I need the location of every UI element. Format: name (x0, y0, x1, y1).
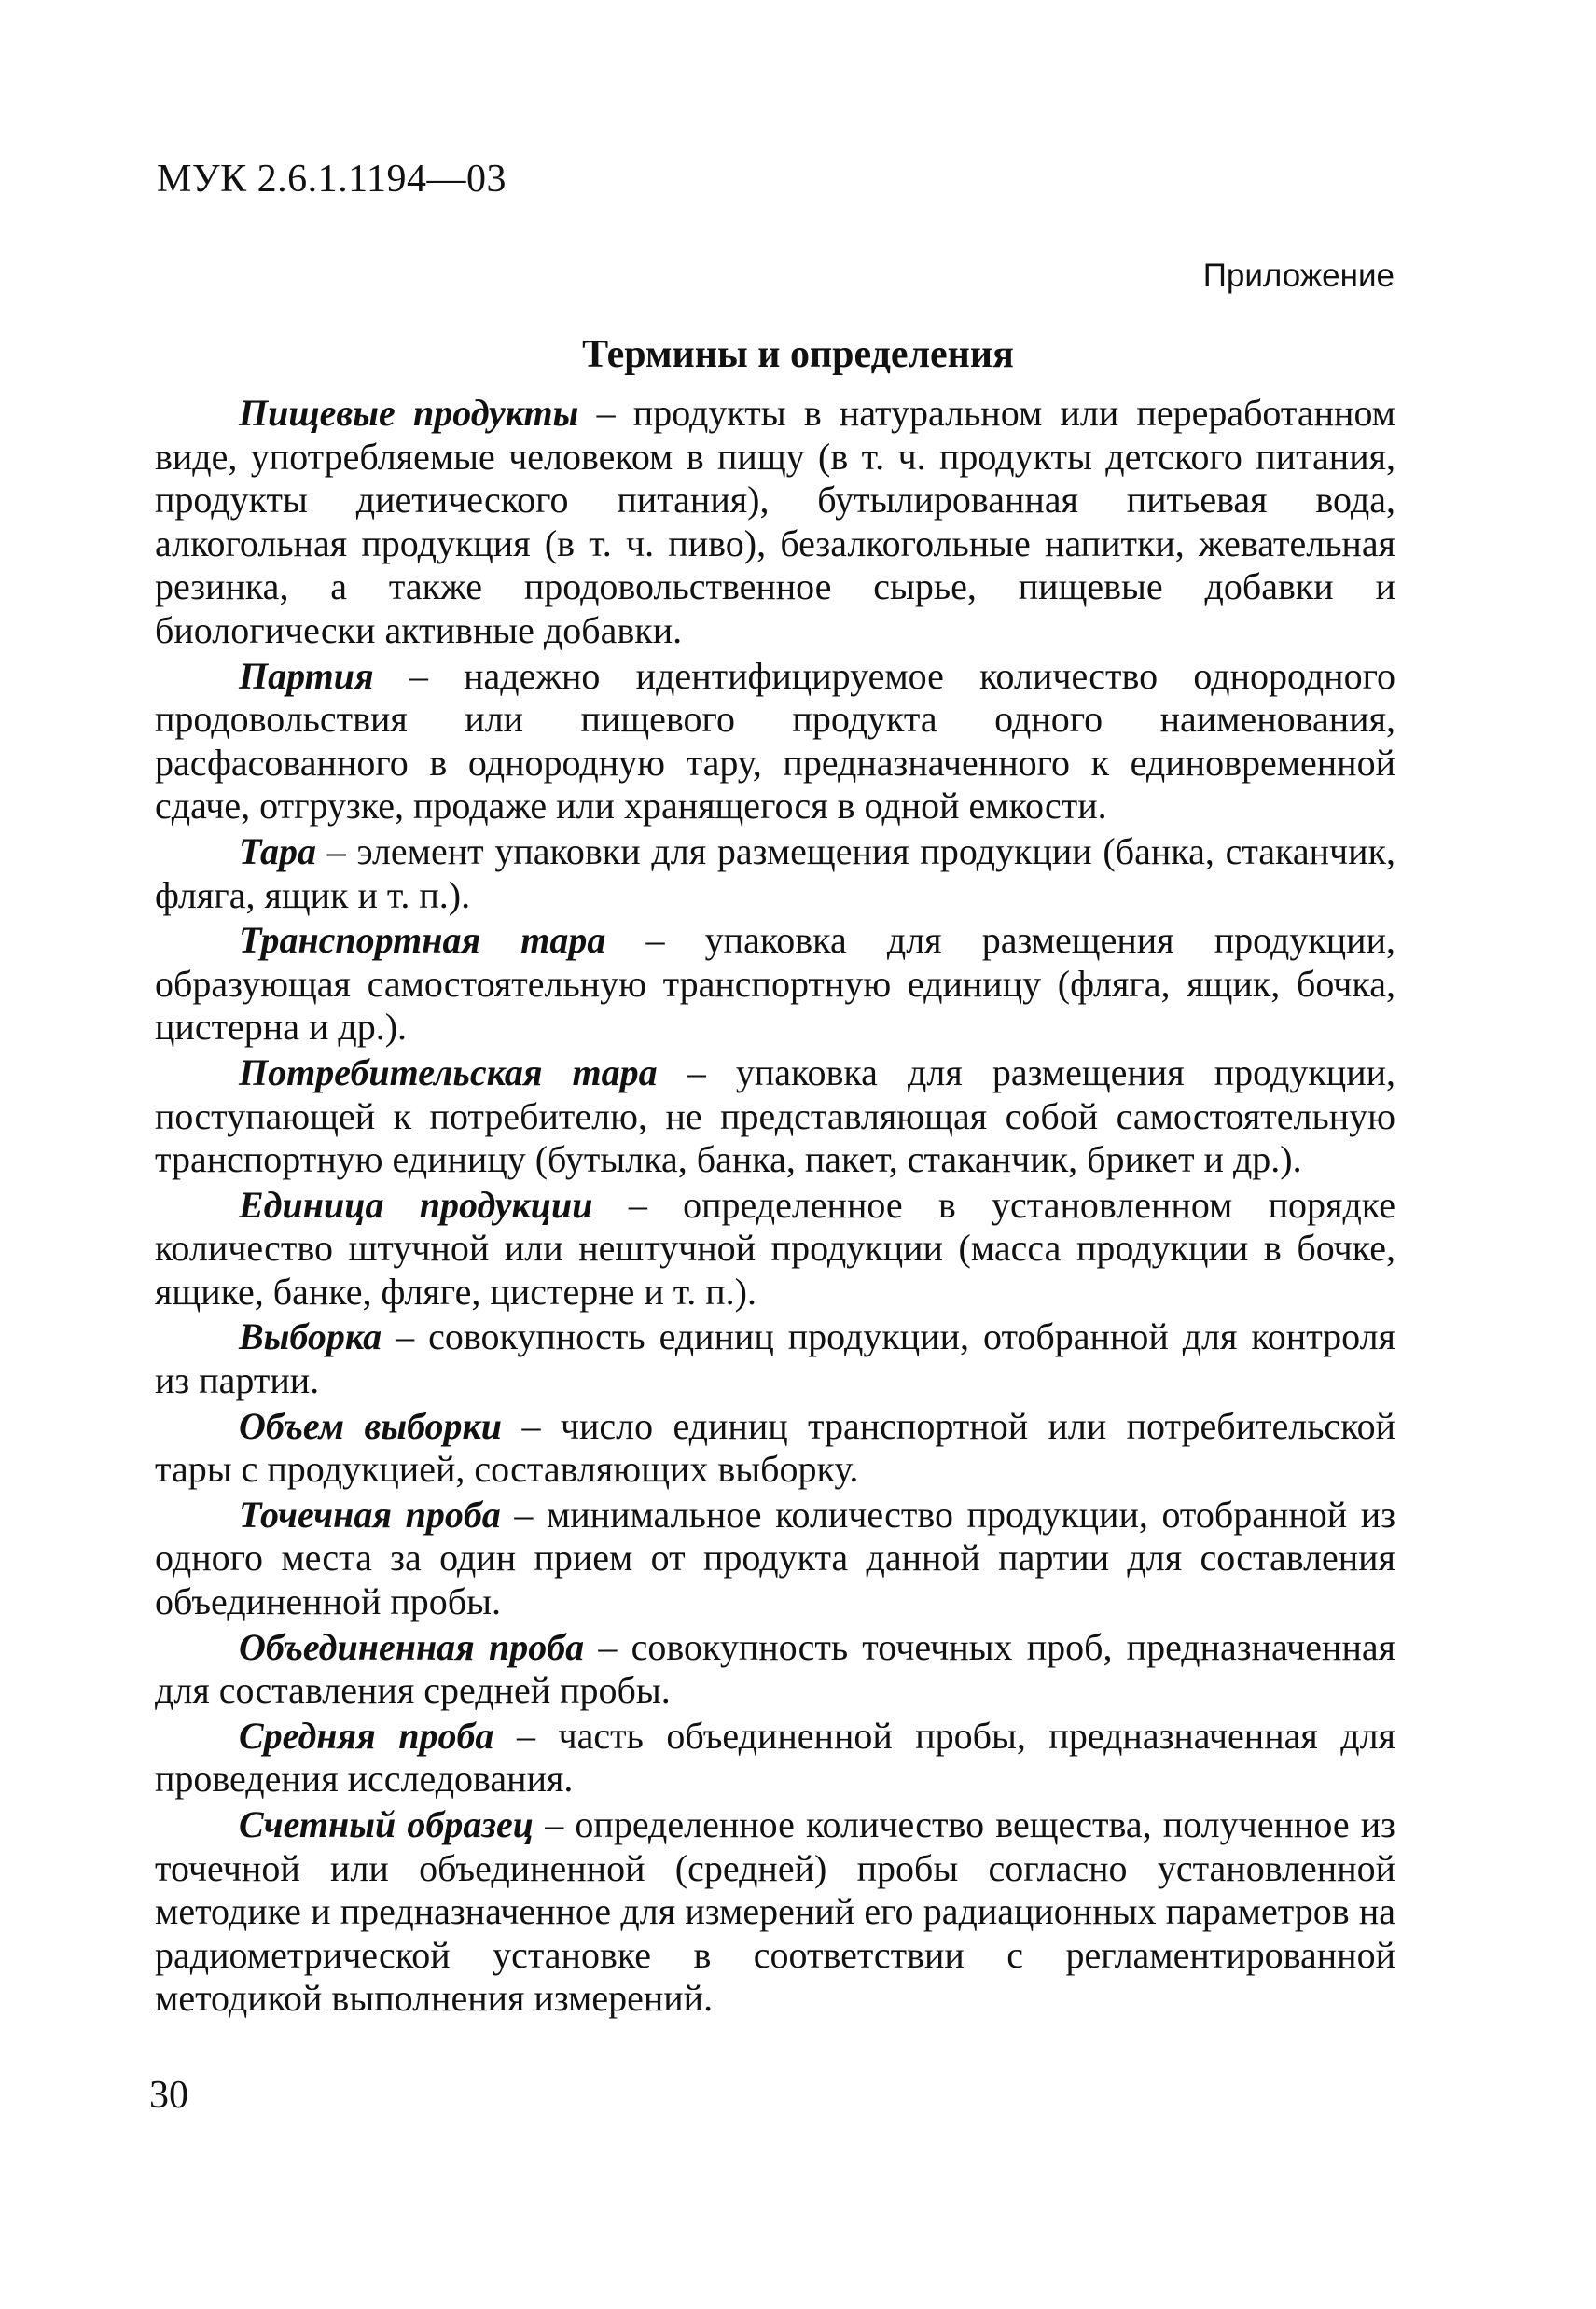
section-title: Термины и определения (582, 333, 1014, 376)
definitions-list (155, 392, 1395, 2023)
document-code: МУК 2.6.1.1194—03 (157, 158, 507, 201)
definition-container (155, 830, 1395, 917)
definition-term: Транспортная тара (239, 919, 606, 962)
definition-term: Объем выборки (239, 1404, 503, 1447)
definition-text: – минимальное количество продукции, отобранной из одного места за один прием от продукта данной партии для составления объединенной пробы. (155, 1493, 1395, 1623)
definition-counting-specimen (155, 1803, 1395, 2021)
definition-term: Средняя проба (239, 1714, 494, 1757)
definition-transport-container (155, 919, 1395, 1050)
definition-text: – определенное количество вещества, полученное из точечной или объединенной (средней) пробы согласно установленной методике и предназначенное для измерений его радиационных параметров на радиометрической установке в соответствии с регламентированной методикой выполнения измерений. (155, 1803, 1395, 2020)
definition-text: – число единиц транспортной или потребительской тары с продукцией, составляющих выборку. (155, 1404, 1395, 1491)
definition-text: – упаковка для размещения продукции, поступающей к потребителю, не представляющая собой самостоятельную транспортную единицу (бутылка, банка, пакет, стаканчик, брикет и др.). (155, 1050, 1395, 1181)
definition-text: – совокупность точечных проб, предназначенная для составления средней пробы. (155, 1625, 1395, 1712)
definition-term: Единица продукции (239, 1183, 593, 1226)
definition-average-sample (155, 1715, 1395, 1801)
definition-text: – элемент упаковки для размещения продукции (банка, стаканчик, фляга, ящик и т. п.). (155, 829, 1395, 916)
definition-term: Объединенная проба (239, 1625, 585, 1668)
page-number: 30 (149, 2074, 188, 2117)
definition-product-unit (155, 1184, 1395, 1314)
definition-batch (155, 655, 1395, 828)
definition-text: – упаковка для размещения продукции, образующая самостоятельную транспортную единицу (фляга, ящик, бочка, цистерна и др.). (155, 919, 1395, 1049)
definition-point-sample (155, 1494, 1395, 1624)
definition-text: – совокупность единиц продукции, отобранной для контроля из партии. (155, 1315, 1395, 1402)
definition-term: Пищевые продукты (239, 392, 579, 434)
definition-text: – определенное в установленном порядке количество штучной или нештучной продукции (масса продукции в бочке, ящике, банке, фляге, цистерне и т. п.). (155, 1183, 1395, 1313)
definition-term: Точечная проба (239, 1493, 501, 1536)
definition-term: Тара (239, 829, 316, 872)
definition-food-products (155, 392, 1395, 653)
definition-text: – часть объединенной пробы, предназначенная для проведения исследования. (155, 1714, 1396, 1801)
definition-term: Счетный образец (239, 1803, 534, 1845)
definition-sample (155, 1315, 1395, 1402)
definition-text: – надежно идентифицируемое количество однородного продовольствия или пищевого продукта одного наименования, расфасованного в однородную тару, предназначенного к единовременной сдаче, отгрузке, продаже или хранящегося в одной емкости. (155, 654, 1395, 828)
definition-combined-sample (155, 1626, 1395, 1713)
definition-term: Выборка (239, 1315, 382, 1358)
appendix-label: Приложение (1202, 257, 1395, 294)
definition-text: – продукты в натуральном или переработанном виде, употребляемые человеком в пищу (в т. ч. продукты детского питания, продукты диетического питания), бутылированная питьевая вода, алкогольная продукция (в т. ч. пиво), безалкогольные напитки, жевательная резинка, а также продовольственное сырье, пищевые добавки и биологически активные добавки. (155, 392, 1395, 651)
definition-sample-size (155, 1405, 1395, 1492)
definition-term: Партия (239, 654, 374, 697)
definition-term: Потребительская тара (239, 1050, 658, 1093)
definition-consumer-container (155, 1051, 1395, 1182)
